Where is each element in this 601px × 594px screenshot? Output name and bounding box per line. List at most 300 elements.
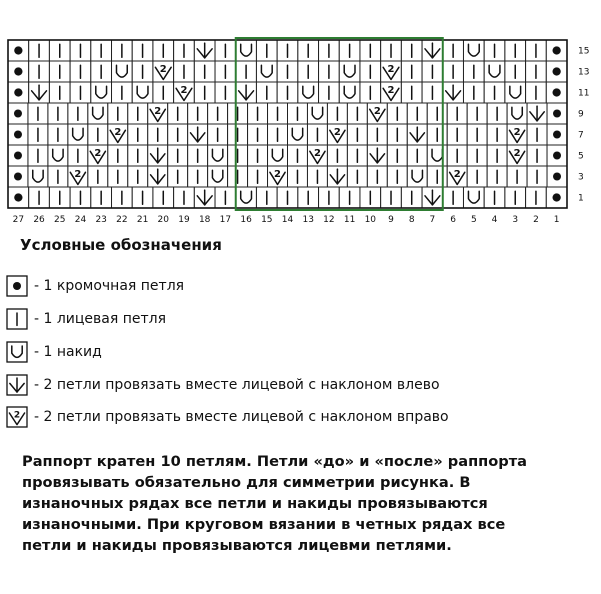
knit-stitch-icon: [91, 40, 112, 61]
column-number: 27: [12, 215, 25, 225]
knit-stitch-icon: [487, 124, 507, 145]
knit-stitch-icon: [367, 166, 387, 187]
k2tog-left-icon: [6, 374, 28, 396]
yarn-over-icon: [407, 166, 427, 187]
knit-stitch-icon: [128, 103, 148, 124]
knit-stitch-icon: [381, 40, 402, 61]
knit-stitch-icon: [29, 187, 50, 208]
k2tog-left-icon: [527, 103, 547, 124]
yarn-over-icon: [256, 61, 277, 82]
edge-stitch-icon: [547, 124, 567, 145]
knit-stitch-icon: [132, 61, 153, 82]
knit-stitch-icon: [248, 124, 268, 145]
k2tog-right-icon: [108, 124, 128, 145]
chart-row: [8, 124, 567, 145]
knit-stitch-icon: [70, 61, 91, 82]
k2tog-right-icon: [327, 124, 347, 145]
knit-stitch-icon: [307, 124, 327, 145]
yarn-over-icon: [427, 145, 447, 166]
svg-text:2: 2: [513, 126, 521, 138]
column-number: 26: [33, 215, 45, 225]
legend-item-knit-stitch: [6, 308, 166, 330]
yarn-over-icon: [68, 124, 88, 145]
knit-stitch-icon: [387, 145, 407, 166]
knit-stitch-icon: [527, 145, 547, 166]
legend-item-k2tog-left: [6, 374, 440, 396]
knit-stitch-icon: [277, 61, 298, 82]
knit-stitch-icon: [28, 145, 48, 166]
yarn-over-icon: [236, 187, 257, 208]
knit-stitch-icon: [112, 187, 133, 208]
k2tog-left-icon: [236, 82, 257, 103]
yarn-over-icon: [208, 145, 228, 166]
column-number: 1: [553, 215, 560, 225]
knit-stitch-icon: [487, 103, 507, 124]
yarn-over-icon: [505, 82, 526, 103]
knit-stitch-icon: [256, 187, 277, 208]
k2tog-left-icon: [443, 82, 464, 103]
knit-stitch-icon: [112, 40, 133, 61]
knit-stitch-icon: [256, 40, 277, 61]
knit-stitch-icon: [288, 166, 308, 187]
row-number: 9: [578, 109, 584, 120]
knit-stitch-icon: [505, 40, 526, 61]
k2tog-right-icon: [507, 145, 527, 166]
legend-text-edge-stitch: - 1 кромочная петля: [34, 278, 185, 294]
knit-stitch-icon: [68, 103, 88, 124]
row-number: 1: [578, 193, 584, 204]
k2tog-right-icon: [381, 61, 402, 82]
knit-stitch-icon: [91, 61, 112, 82]
k2tog-right-icon: [447, 166, 467, 187]
knit-stitch-icon: [360, 82, 381, 103]
knit-stitch-icon: [112, 82, 133, 103]
svg-text:2: 2: [154, 105, 162, 117]
column-number: 4: [491, 215, 498, 225]
row-number: 15: [578, 46, 590, 57]
edge-stitch-icon: [8, 40, 29, 61]
knit-stitch-icon: [360, 40, 381, 61]
knit-stitch-icon: [339, 187, 360, 208]
yarn-over-icon: [307, 103, 327, 124]
legend-text-yarn-over: - 1 накид: [34, 344, 102, 360]
knit-stitch-icon: [487, 166, 507, 187]
knit-stitch-icon: [215, 61, 236, 82]
yarn-over-icon: [484, 61, 505, 82]
knit-stitch-icon: [215, 187, 236, 208]
k2tog-left-icon: [422, 187, 443, 208]
knit-stitch-icon: [228, 166, 248, 187]
knit-stitch-icon: [467, 124, 487, 145]
knit-stitch-icon: [447, 124, 467, 145]
knit-stitch-icon: [128, 166, 148, 187]
row-number: 7: [578, 130, 584, 141]
legend-text-k2tog-right: - 2 петли провязать вместе лицевой с наклоном вправо: [34, 409, 449, 425]
knit-stitch-icon: [153, 187, 174, 208]
knit-stitch-icon: [188, 103, 208, 124]
edge-stitch-icon: [8, 166, 28, 187]
column-number: 12: [323, 215, 335, 225]
chart-row: [8, 103, 567, 124]
column-number: 9: [388, 215, 394, 225]
pattern-note: [22, 451, 592, 556]
edge-stitch-icon: [546, 82, 567, 103]
knit-stitch-icon: [463, 61, 484, 82]
k2tog-left-icon: [407, 124, 427, 145]
knit-stitch-icon: [401, 61, 422, 82]
k2tog-right-icon: [88, 145, 108, 166]
knit-stitch-icon: [381, 187, 402, 208]
knit-stitch-icon: [319, 61, 340, 82]
yarn-over-icon: [112, 61, 133, 82]
knit-stitch-icon: [194, 61, 215, 82]
knit-stitch-icon: [401, 187, 422, 208]
knit-stitch-icon: [28, 103, 48, 124]
row-number: 11: [578, 88, 590, 99]
k2tog-right-icon: [367, 103, 387, 124]
knit-stitch-icon: [347, 166, 367, 187]
svg-text:2: 2: [94, 147, 102, 159]
legend-text-k2tog-left: - 2 петли провязать вместе лицевой с наклоном влево: [34, 377, 440, 393]
svg-text:2: 2: [333, 126, 341, 138]
k2tog-right-icon: [381, 82, 402, 103]
k2tog-left-icon: [327, 166, 347, 187]
yarn-over-icon: [507, 103, 527, 124]
knit-stitch-icon: [29, 61, 50, 82]
knit-stitch-icon: [526, 82, 547, 103]
edge-stitch-icon: [8, 82, 29, 103]
knit-stitch-icon: [443, 187, 464, 208]
svg-text:2: 2: [74, 168, 82, 180]
knit-stitch-icon: [248, 145, 268, 166]
knit-stitch-icon: [360, 187, 381, 208]
knit-stitch-icon: [248, 166, 268, 187]
column-number: 10: [364, 215, 377, 225]
knit-stitch-icon: [248, 103, 268, 124]
knit-stitch-icon: [288, 145, 308, 166]
svg-text:2: 2: [180, 84, 188, 96]
svg-text:2: 2: [313, 147, 321, 159]
k2tog-right-icon: [153, 61, 174, 82]
knit-stitch-icon: [128, 124, 148, 145]
column-number: 13: [302, 215, 314, 225]
knit-stitch-icon: [49, 82, 70, 103]
knit-stitch-icon: [319, 40, 340, 61]
knit-stitch-icon: [277, 82, 298, 103]
row-number: 3: [578, 172, 584, 183]
column-number: 11: [343, 215, 356, 225]
knit-stitch-icon: [70, 187, 91, 208]
k2tog-right-icon: [307, 145, 327, 166]
knit-stitch-icon: [447, 145, 467, 166]
knit-stitch-icon: [153, 82, 174, 103]
column-number: 18: [198, 215, 211, 225]
k2tog-left-icon: [194, 187, 215, 208]
svg-text:2: 2: [513, 147, 521, 159]
knit-stitch-icon: [319, 82, 340, 103]
column-number: 15: [261, 215, 273, 225]
knit-stitch-icon: [188, 145, 208, 166]
knit-stitch-icon: [148, 124, 168, 145]
knit-stitch-icon: [484, 82, 505, 103]
knit-stitch-icon: [360, 61, 381, 82]
yarn-over-icon: [91, 82, 112, 103]
chart-row: [8, 40, 567, 61]
knit-stitch-icon: [174, 187, 195, 208]
svg-text:2: 2: [453, 168, 461, 180]
yarn-over-icon: [463, 187, 484, 208]
yarn-over-icon: [339, 82, 360, 103]
knit-stitch-icon: [507, 166, 527, 187]
knit-stitch-icon: [174, 40, 195, 61]
knit-stitch-icon: [132, 187, 153, 208]
knit-stitch-icon: [88, 124, 108, 145]
knit-stitch-icon: [307, 166, 327, 187]
yarn-over-icon: [28, 166, 48, 187]
knit-stitch-icon: [427, 166, 447, 187]
svg-text:2: 2: [387, 63, 395, 75]
knit-stitch-icon: [28, 124, 48, 145]
edge-stitch-icon: [547, 103, 567, 124]
knit-stitch-icon: [168, 166, 188, 187]
knit-stitch-icon: [347, 145, 367, 166]
chart-row: [8, 82, 567, 103]
yarn-over-icon: [339, 61, 360, 82]
knit-stitch-icon: [49, 40, 70, 61]
row-number: 13: [578, 67, 590, 78]
knit-stitch-icon: [108, 166, 128, 187]
knit-stitch-icon: [319, 187, 340, 208]
yarn-over-icon: [208, 166, 228, 187]
column-number: 6: [450, 215, 456, 225]
k2tog-right-icon: [268, 166, 288, 187]
chart-row: [8, 166, 567, 187]
knit-stitch-icon: [228, 145, 248, 166]
knit-stitch-icon: [277, 40, 298, 61]
svg-text:2: 2: [13, 410, 21, 421]
chart-row: [8, 61, 567, 82]
yarn-over-icon: [88, 103, 108, 124]
k2tog-left-icon: [29, 82, 50, 103]
knit-stitch-icon: [526, 61, 547, 82]
column-number: 16: [240, 215, 252, 225]
knit-stitch-icon: [484, 40, 505, 61]
column-number: 21: [136, 215, 149, 225]
column-number: 14: [281, 215, 294, 225]
knit-stitch-icon: [108, 103, 128, 124]
knit-stitch-icon: [268, 124, 288, 145]
knit-stitch-icon: [194, 82, 215, 103]
k2tog-left-icon: [194, 40, 215, 61]
knit-stitch-icon: [236, 61, 257, 82]
knit-stitch-icon: [527, 124, 547, 145]
knit-stitch-icon: [128, 145, 148, 166]
k2tog-right-icon: [68, 166, 88, 187]
edge-stitch-icon: [8, 145, 28, 166]
knit-stitch-icon: [401, 82, 422, 103]
knit-stitch-icon: [215, 40, 236, 61]
edge-stitch-icon: [547, 145, 567, 166]
column-number: 24: [74, 215, 87, 225]
knit-stitch-icon: [387, 124, 407, 145]
knit-stitch-icon: [49, 187, 70, 208]
column-number: 23: [95, 215, 107, 225]
knit-stitch-icon: [447, 103, 467, 124]
chart-row: [8, 187, 567, 208]
column-number: 7: [429, 215, 436, 225]
note-line: изнаночных рядах все петли и накиды провязываются: [22, 495, 488, 512]
knit-stitch-icon: [298, 40, 319, 61]
note-line: Раппорт кратен 10 петлям. Петли «до» и «после» раппорта: [22, 453, 528, 470]
k2tog-right-icon: [507, 124, 527, 145]
knit-stitch-icon: [327, 103, 347, 124]
knit-stitch-icon: [487, 145, 507, 166]
knit-stitch-icon: [256, 82, 277, 103]
knit-stitch-icon: [387, 103, 407, 124]
yarn-over-icon: [236, 40, 257, 61]
knit-stitch-icon: [91, 187, 112, 208]
column-number: 17: [219, 215, 232, 225]
knit-stitch-icon: [268, 103, 288, 124]
knit-stitch-icon: [347, 124, 367, 145]
knit-stitch-icon: [48, 103, 68, 124]
knit-stitch-icon: [407, 145, 427, 166]
knit-stitch-icon: [228, 124, 248, 145]
k2tog-left-icon: [367, 145, 387, 166]
knit-stitch-icon: [288, 103, 308, 124]
note-line: петли и накиды провязываются лицевми петлями.: [22, 537, 452, 554]
yarn-over-icon: [132, 82, 153, 103]
legend-item-k2tog-right: [6, 406, 449, 428]
knit-stitch-icon: [527, 166, 547, 187]
row-number: 5: [578, 151, 584, 162]
column-number: 3: [512, 215, 519, 225]
yarn-over-icon: [48, 145, 68, 166]
knit-stitch-icon: [70, 82, 91, 103]
yarn-over-icon: [298, 82, 319, 103]
knit-stitch-icon: [422, 82, 443, 103]
knit-stitch-icon: [505, 187, 526, 208]
knit-stitch-icon: [208, 103, 228, 124]
knit-stitch-icon: [427, 103, 447, 124]
knit-stitch-icon: [347, 103, 367, 124]
knit-stitch-icon: [29, 40, 50, 61]
knit-stitch-icon: [153, 40, 174, 61]
edge-stitch-icon: [546, 40, 567, 61]
k2tog-left-icon: [188, 124, 208, 145]
edge-stitch-icon: [8, 103, 28, 124]
knit-stitch-icon: [505, 61, 526, 82]
knitting-chart: [0, 0, 601, 232]
svg-text:2: 2: [114, 126, 122, 138]
note-line: изнаночными. При круговом вязании в четных рядах все: [22, 516, 506, 533]
edge-stitch-icon: [546, 187, 567, 208]
knit-stitch-icon: [132, 40, 153, 61]
knit-stitch-icon: [443, 40, 464, 61]
k2tog-left-icon: [148, 166, 168, 187]
knit-stitch-icon: [387, 166, 407, 187]
edge-stitch-icon: [547, 166, 567, 187]
knit-stitch-icon: [228, 103, 248, 124]
knit-stitch-icon: [49, 61, 70, 82]
edge-stitch-icon: [8, 61, 29, 82]
chart-row: [8, 145, 567, 166]
edge-stitch-icon: [8, 187, 29, 208]
k2tog-right-icon: [148, 103, 168, 124]
yarn-over-icon: [268, 145, 288, 166]
knit-stitch-icon: [484, 187, 505, 208]
column-number: 5: [470, 215, 477, 225]
knit-stitch-icon: [48, 124, 68, 145]
knit-stitch-icon: [467, 103, 487, 124]
knit-stitch-icon: [443, 61, 464, 82]
legend-item-edge-stitch: [6, 275, 184, 297]
knit-stitch-icon: [467, 145, 487, 166]
knit-stitch-icon: [422, 61, 443, 82]
knit-stitch-icon: [526, 40, 547, 61]
column-number: 25: [54, 215, 66, 225]
knit-stitch-icon: [367, 124, 387, 145]
knit-stitch-icon: [168, 124, 188, 145]
knit-stitch-icon: [188, 166, 208, 187]
knit-stitch-icon: [68, 145, 88, 166]
column-number: 2: [533, 215, 539, 225]
knit-stitch-icon: [108, 145, 128, 166]
knit-stitch-icon: [168, 145, 188, 166]
knit-stitch-icon: [174, 61, 195, 82]
edge-stitch-icon: [546, 61, 567, 82]
column-number: 20: [157, 215, 170, 225]
column-number: 22: [116, 215, 128, 225]
knit-stitch-icon: [407, 103, 427, 124]
svg-text:2: 2: [274, 168, 282, 180]
knit-stitch-icon: [339, 40, 360, 61]
knit-stitch-icon: [427, 124, 447, 145]
k2tog-left-icon: [148, 145, 168, 166]
knit-stitch-icon: [327, 145, 347, 166]
legend-title: Условные обозначения: [20, 236, 222, 254]
knit-stitch-icon: [467, 166, 487, 187]
knit-stitch-icon: [298, 61, 319, 82]
k2tog-right-icon: [6, 406, 28, 428]
svg-text:2: 2: [387, 84, 395, 96]
knit-stitch-icon: [401, 40, 422, 61]
knit-stitch-icon: [526, 187, 547, 208]
knit-stitch-icon: [277, 187, 298, 208]
edge-stitch-icon: [8, 124, 28, 145]
knit-stitch-icon: [298, 187, 319, 208]
svg-text:2: 2: [159, 63, 167, 75]
svg-text:2: 2: [373, 105, 381, 117]
edge-stitch-icon: [6, 275, 28, 297]
knit-stitch-icon: [48, 166, 68, 187]
knit-stitch-icon: [463, 82, 484, 103]
legend-item-yarn-over: [6, 341, 102, 363]
legend-text-knit-stitch: - 1 лицевая петля: [34, 311, 167, 327]
column-number: 19: [178, 215, 190, 225]
yarn-over-icon: [463, 40, 484, 61]
column-number: 8: [408, 215, 415, 225]
knit-stitch-icon: [215, 82, 236, 103]
knit-stitch-icon: [6, 308, 28, 330]
k2tog-left-icon: [422, 40, 443, 61]
knit-stitch-icon: [70, 40, 91, 61]
note-line: провязывать обязательно для симметрии рисунка. В: [22, 474, 471, 491]
yarn-over-icon: [288, 124, 308, 145]
knit-stitch-icon: [88, 166, 108, 187]
knit-stitch-icon: [208, 124, 228, 145]
knit-stitch-icon: [168, 103, 188, 124]
